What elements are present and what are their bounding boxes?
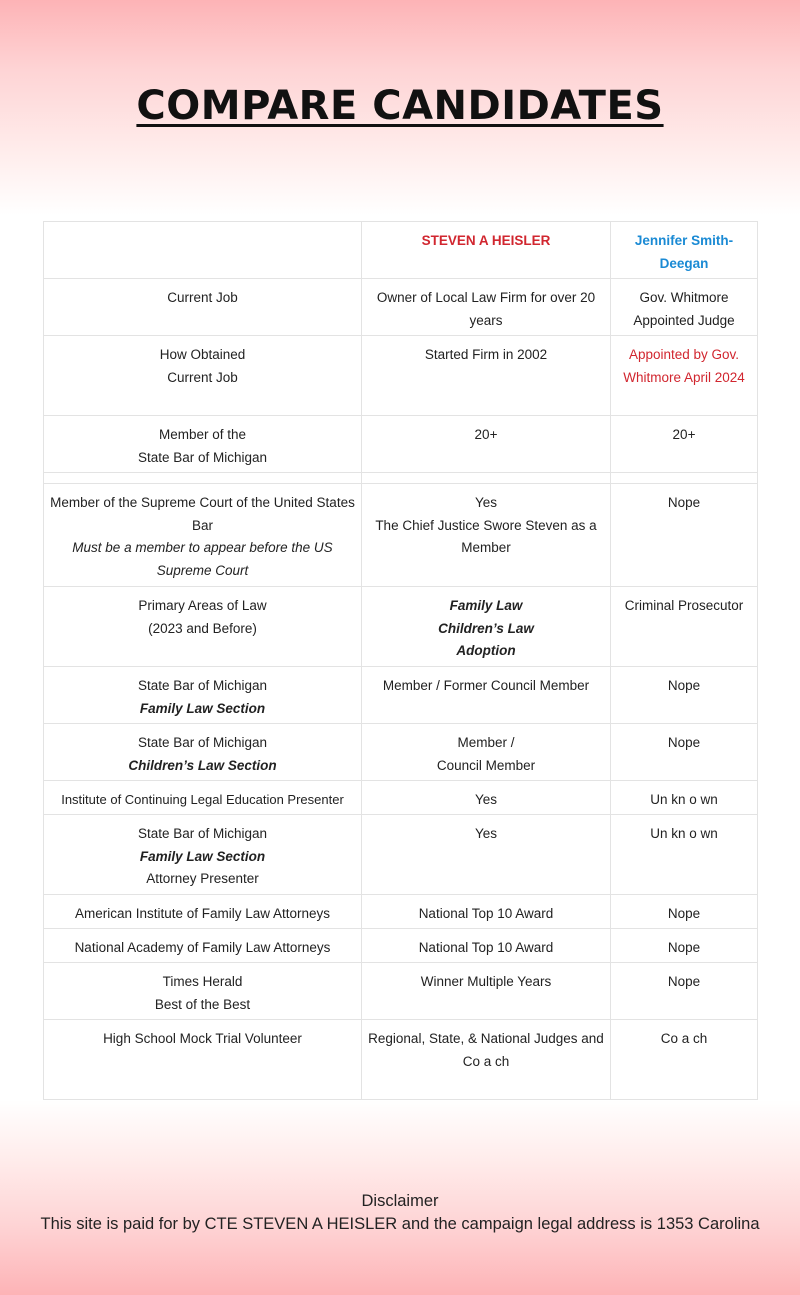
spacer-cell <box>362 473 611 484</box>
row-label: American Institute of Family Law Attorneys <box>44 895 362 929</box>
smith-value: Nope <box>611 929 758 963</box>
smith-value: 20+ <box>611 416 758 473</box>
smith-value: Nope <box>611 484 758 587</box>
header-smith-deegan <box>611 222 758 279</box>
table-row <box>44 895 758 929</box>
table-row <box>44 1020 758 1100</box>
heisler-value: Yes <box>362 815 611 895</box>
table-row <box>44 963 758 1020</box>
heisler-value: National Top 10 Award <box>362 929 611 963</box>
spacer-cell <box>611 473 758 484</box>
header-heisler <box>362 222 611 279</box>
row-label: State Bar of Michigan Family Law Section Attorney Presenter <box>44 815 362 895</box>
row-label: How Obtained Current Job <box>44 336 362 416</box>
smith-value: Nope <box>611 724 758 781</box>
row-label: Current Job <box>44 279 362 336</box>
row-label: Times Herald Best of the Best <box>44 963 362 1020</box>
table-row <box>44 416 758 473</box>
table-row <box>44 336 758 416</box>
table-row <box>44 781 758 815</box>
heisler-value: Owner of Local Law Firm for over 20 years <box>362 279 611 336</box>
smith-value: Nope <box>611 963 758 1020</box>
heisler-value: Winner Multiple Years <box>362 963 611 1020</box>
smith-value: Un kn o wn <box>611 781 758 815</box>
heisler-value: Family Law Children’s Law Adoption <box>362 587 611 667</box>
smith-value: Un kn o wn <box>611 815 758 895</box>
smith-value: Co a ch <box>611 1020 758 1100</box>
table-row <box>44 815 758 895</box>
table-row <box>44 724 758 781</box>
row-label: Member of the State Bar of Michigan <box>44 416 362 473</box>
disclaimer-text: This site is paid for by CTE STEVEN A HEISLER and the campaign legal address is 1353 Carolina <box>40 1215 760 1233</box>
table-row <box>44 929 758 963</box>
table-row <box>44 484 758 587</box>
row-label: Institute of Continuing Legal Education Presenter <box>44 781 362 815</box>
row-label: State Bar of Michigan Family Law Section <box>44 667 362 724</box>
row-label: National Academy of Family Law Attorneys <box>44 929 362 963</box>
row-label: Member of the Supreme Court of the United States Bar Must be a member to appear before the US Supreme Court <box>44 484 362 587</box>
table-spacer-row <box>44 473 758 484</box>
comparison-table <box>43 221 758 1100</box>
heisler-value: Regional, State, & National Judges and Co a ch <box>362 1020 611 1100</box>
page-title: COMPARE CANDIDATES <box>136 83 664 129</box>
heisler-value: Member / Council Member <box>362 724 611 781</box>
smith-value: Nope <box>611 895 758 929</box>
table-header-row <box>44 222 758 279</box>
heisler-value: National Top 10 Award <box>362 895 611 929</box>
table-row <box>44 279 758 336</box>
smith-value: Appointed by Gov. Whitmore April 2024 <box>611 336 758 416</box>
heisler-value: Yes <box>362 781 611 815</box>
row-label: Primary Areas of Law (2023 and Before) <box>44 587 362 667</box>
table-row <box>44 587 758 667</box>
heisler-value: Started Firm in 2002 <box>362 336 611 416</box>
heisler-value: 20+ <box>362 416 611 473</box>
row-label: High School Mock Trial Volunteer <box>44 1020 362 1100</box>
smith-value: Nope <box>611 667 758 724</box>
heisler-value: Yes The Chief Justice Swore Steven as a Member <box>362 484 611 587</box>
disclaimer <box>0 1190 800 1236</box>
header-empty-cell <box>44 222 362 279</box>
table-row <box>44 667 758 724</box>
heisler-value: Member / Former Council Member <box>362 667 611 724</box>
smith-value: Gov. Whitmore Appointed Judge <box>611 279 758 336</box>
disclaimer-title: Disclaimer <box>361 1192 439 1210</box>
spacer-cell <box>44 473 362 484</box>
smith-value: Criminal Prosecutor <box>611 587 758 667</box>
row-label: State Bar of Michigan Children’s Law Section <box>44 724 362 781</box>
candidate-name-heisler: STEVEN A HEISLER <box>421 233 551 248</box>
candidate-name-smith-deegan: Jennifer Smith-Deegan <box>634 233 734 271</box>
